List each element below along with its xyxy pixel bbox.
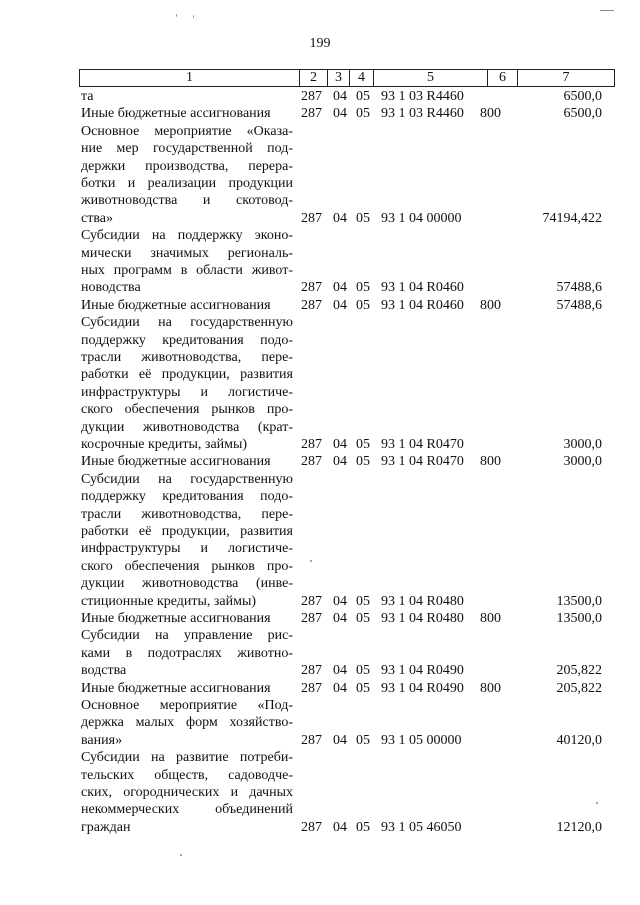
description-line: Основное мероприятие «Оказа- <box>81 123 293 139</box>
section-code: 04 <box>333 280 347 296</box>
header-col-3: 3 <box>328 70 350 86</box>
target-article-code: 93 1 04 00000 <box>381 210 462 226</box>
header-col-6: 6 <box>488 70 518 86</box>
target-article-code: 93 1 04 R0490 <box>381 663 464 679</box>
description-line: Иные бюджетные ассигнования <box>81 611 271 626</box>
table-row <box>0 453 640 470</box>
description-line: Иные бюджетные ассигнования <box>81 106 271 122</box>
header-col-5: 5 <box>374 70 488 86</box>
target-article-code: 93 1 04 R0480 <box>381 593 464 609</box>
scan-speck <box>310 560 312 562</box>
target-article-code: 93 1 04 R0470 <box>381 454 464 470</box>
scan-speck <box>596 802 598 804</box>
row-description <box>81 471 293 610</box>
description-line: инфраструктуры и логистиче- <box>81 384 293 400</box>
row-codes <box>0 610 640 627</box>
amount: 205,822 <box>556 663 602 679</box>
target-article-code: 93 1 05 46050 <box>381 819 462 835</box>
subsection-code: 05 <box>356 819 370 835</box>
section-code: 04 <box>333 106 347 122</box>
target-article-code: 93 1 03 R4460 <box>381 106 464 122</box>
description-line: инфраструктуры и логистиче- <box>81 541 293 557</box>
description-line: ками в подотраслях животно- <box>81 645 293 661</box>
amount: 40120,0 <box>556 732 602 748</box>
subsection-code: 05 <box>356 611 370 626</box>
description-line: держка малых форм хозяйство- <box>81 715 293 731</box>
expense-type-code: 800 <box>480 680 501 696</box>
description-line: держки производства, перера- <box>81 158 293 174</box>
description-line: работки её продукции, развития <box>81 524 293 540</box>
amount: 6500,0 <box>563 89 602 104</box>
description-line: Субсидии на поддержку эконо- <box>81 228 293 244</box>
target-article-code: 93 1 03 R4460 <box>381 89 464 104</box>
description-line: ботки и реализации продукции <box>81 176 293 192</box>
amount: 3000,0 <box>563 436 602 452</box>
amount: 12120,0 <box>556 819 602 835</box>
admin-code: 287 <box>301 663 322 679</box>
subsection-code: 05 <box>356 663 370 679</box>
amount: 205,822 <box>556 680 602 696</box>
header-col-7: 7 <box>562 70 570 85</box>
section-code: 04 <box>333 454 347 470</box>
admin-code: 287 <box>301 210 322 226</box>
admin-code: 287 <box>301 280 322 296</box>
header-col-4: 4 <box>350 70 374 86</box>
row-codes <box>0 88 640 105</box>
description-line: водства <box>81 663 127 679</box>
subsection-code: 05 <box>356 210 370 226</box>
section-code: 04 <box>333 436 347 452</box>
amount: 13500,0 <box>556 593 602 609</box>
row-codes <box>0 105 640 122</box>
description-line: Субсидии на государственную <box>81 315 293 331</box>
row-codes <box>0 732 640 749</box>
scan-speck <box>193 15 194 18</box>
description-line: ства» <box>81 210 113 226</box>
section-code: 04 <box>333 680 347 696</box>
row-description <box>81 314 293 453</box>
target-article-code: 93 1 04 R0480 <box>381 611 464 626</box>
amount: 57488,6 <box>556 297 602 313</box>
admin-code: 287 <box>301 454 322 470</box>
table-row <box>0 123 640 227</box>
section-code: 04 <box>333 297 347 313</box>
header-col-1: 1 <box>80 70 300 86</box>
subsection-code: 05 <box>356 436 370 452</box>
description-line: Иные бюджетные ассигнования <box>81 680 271 696</box>
table-row <box>0 88 640 105</box>
row-codes <box>0 279 640 296</box>
expense-type-code: 800 <box>480 297 501 313</box>
description-line: Иные бюджетные ассигнования <box>81 297 271 313</box>
expense-type-code: 800 <box>480 454 501 470</box>
target-article-code: 93 1 04 R0490 <box>381 680 464 696</box>
row-codes <box>0 436 640 453</box>
target-article-code: 93 1 04 R0460 <box>381 280 464 296</box>
description-line: Иные бюджетные ассигнования <box>81 454 271 470</box>
admin-code: 287 <box>301 819 322 835</box>
section-code: 04 <box>333 210 347 226</box>
row-codes <box>0 453 640 470</box>
subsection-code: 05 <box>356 680 370 696</box>
description-line: граждан <box>81 819 131 835</box>
row-codes <box>0 593 640 610</box>
amount: 74194,422 <box>542 210 602 226</box>
admin-code: 287 <box>301 732 322 748</box>
section-code: 04 <box>333 732 347 748</box>
section-code: 04 <box>333 593 347 609</box>
description-line: поддержку кредитования подо- <box>81 332 293 348</box>
scan-speck <box>600 10 614 11</box>
description-line: тельских обществ, садоводче- <box>81 767 293 783</box>
table-row <box>0 471 640 610</box>
scan-speck <box>176 14 177 17</box>
admin-code: 287 <box>301 611 322 626</box>
description-line: ского обеспечения рынков про- <box>81 558 293 574</box>
description-line: ние мер государственной под- <box>81 141 293 157</box>
row-codes <box>0 662 640 679</box>
target-article-code: 93 1 04 R0460 <box>381 297 464 313</box>
description-line: Субсидии на управление рис- <box>81 628 293 644</box>
description-line: Основное мероприятие «Под- <box>81 698 293 713</box>
description-line: дукции животноводства (крат- <box>81 419 293 435</box>
target-article-code: 93 1 05 00000 <box>381 732 462 748</box>
table-header <box>79 69 615 87</box>
row-codes <box>0 680 640 697</box>
description-line: животноводства и скотовод- <box>81 193 293 209</box>
table-row <box>0 680 640 697</box>
amount: 6500,0 <box>563 106 602 122</box>
admin-code: 287 <box>301 297 322 313</box>
description-line: ских, огороднических и дачных <box>81 785 293 800</box>
scan-speck <box>180 854 182 856</box>
subsection-code: 05 <box>356 454 370 470</box>
description-line: новодства <box>81 280 141 296</box>
expense-type-code: 800 <box>480 106 501 122</box>
section-code: 04 <box>333 663 347 679</box>
description-line: трасли животноводства, пере- <box>81 350 293 365</box>
table-row <box>0 314 640 453</box>
amount: 57488,6 <box>556 280 602 296</box>
table-row <box>0 610 640 627</box>
description-line: поддержку кредитования подо- <box>81 489 293 505</box>
subsection-code: 05 <box>356 89 370 104</box>
amount: 13500,0 <box>556 611 602 626</box>
subsection-code: 05 <box>356 297 370 313</box>
admin-code: 287 <box>301 106 322 122</box>
subsection-code: 05 <box>356 593 370 609</box>
section-code: 04 <box>333 819 347 835</box>
description-line: работки её продукции, развития <box>81 367 293 383</box>
section-code: 04 <box>333 611 347 626</box>
description-line: Субсидии на государственную <box>81 471 293 487</box>
expense-type-code: 800 <box>480 611 501 626</box>
description-line: некоммерческих объединений <box>81 802 293 818</box>
table-row <box>0 227 640 297</box>
admin-code: 287 <box>301 89 322 104</box>
description-line: вания» <box>81 732 123 748</box>
table-row <box>0 749 640 836</box>
admin-code: 287 <box>301 593 322 609</box>
description-line: мически значимых региональ- <box>81 245 293 261</box>
amount: 3000,0 <box>563 454 602 470</box>
page-number: 199 <box>309 36 331 51</box>
table-row <box>0 627 640 679</box>
description-line: Субсидии на развитие потреби- <box>81 750 293 766</box>
description-line: стиционные кредиты, займы) <box>81 593 257 609</box>
table-row <box>0 697 640 749</box>
row-codes <box>0 297 640 314</box>
description-line: дукции животноводства (инве- <box>81 576 293 592</box>
table-row <box>0 297 640 314</box>
description-line: трасли животноводства, пере- <box>81 506 293 522</box>
row-codes <box>0 819 640 836</box>
subsection-code: 05 <box>356 732 370 748</box>
admin-code: 287 <box>301 680 322 696</box>
admin-code: 287 <box>301 436 322 452</box>
description-line: косрочные кредиты, займы) <box>81 437 248 453</box>
header-col-2: 2 <box>300 70 328 86</box>
row-codes <box>0 210 640 227</box>
description-line: ных программ в области живот- <box>81 263 293 278</box>
description-line: ского обеспечения рынков про- <box>81 402 293 418</box>
subsection-code: 05 <box>356 280 370 296</box>
subsection-code: 05 <box>356 106 370 122</box>
target-article-code: 93 1 04 R0470 <box>381 436 464 452</box>
table-row <box>0 105 640 122</box>
description-line: та <box>81 89 94 104</box>
section-code: 04 <box>333 89 347 104</box>
